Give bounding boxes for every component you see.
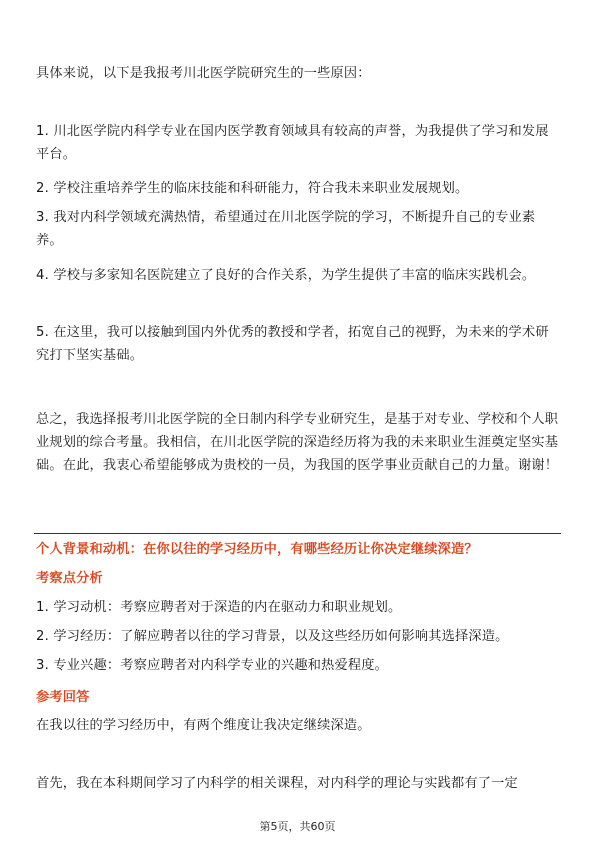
reason-item-5: 5. 在这里，我可以接触到国内外优秀的教授和学者，拓宽自己的视野，为未来的学术研究打下坚实基础。	[36, 325, 549, 363]
analysis-item-2: 2. 学习经历：了解应聘者以往的学习背景，以及这些经历如何影响其选择深造。	[36, 629, 509, 644]
reason-item-3: 3. 我对内科学领域充满热情，希望通过在川北医学院的学习，不断提升自己的专业素养。	[36, 210, 536, 248]
reason-item-2: 2. 学校注重培养学生的临床技能和科研能力，符合我未来职业发展规划。	[36, 181, 469, 196]
answer-line-2: 首先，我在本科期间学习了内科学的相关课程，对内科学的理论与实践都有了一定	[36, 776, 518, 791]
reason-item-1: 1. 川北医学院内科学专业在国内医学教育领域具有较高的声誉，为我提供了学习和发展平台。	[36, 124, 549, 162]
analysis-item-1: 1. 学习动机：考察应聘者对于深造的内在驱动力和职业规划。	[36, 600, 402, 615]
intro-paragraph: 具体来说，以下是我报考川北医学院研究生的一些原因：	[36, 66, 371, 81]
reason-item-4: 4. 学校与多家知名医院建立了良好的合作关系，为学生提供了丰富的临床实践机会。	[36, 268, 536, 283]
interview-question: 个人背景和动机：在你以往的学习经历中，有哪些经历让你决定继续深造？	[36, 542, 478, 557]
page-footer: 第5页，共60页	[259, 820, 336, 833]
section-divider	[34, 533, 561, 534]
analysis-item-3: 3. 专业兴趣：考察应聘者对内科学专业的兴趣和热爱程度。	[36, 658, 389, 673]
answer-line-1: 在我以往的学习经历中，有两个维度让我决定继续深造。	[36, 718, 371, 733]
analysis-heading: 考察点分析	[36, 571, 103, 586]
summary-paragraph: 总之，我选择报考川北医学院的全日制内科学专业研究生，是基于对专业、学校和个人职业规划的综合考量。我相信，在川北医学院的深造经历将为我的未来职业生涯奠定坚实基础。在此，我衷心希望能够成为贵校的一员，为我国的医学事业贡献自己的力量。谢谢！	[36, 412, 559, 473]
answer-heading: 参考回答	[36, 690, 90, 705]
